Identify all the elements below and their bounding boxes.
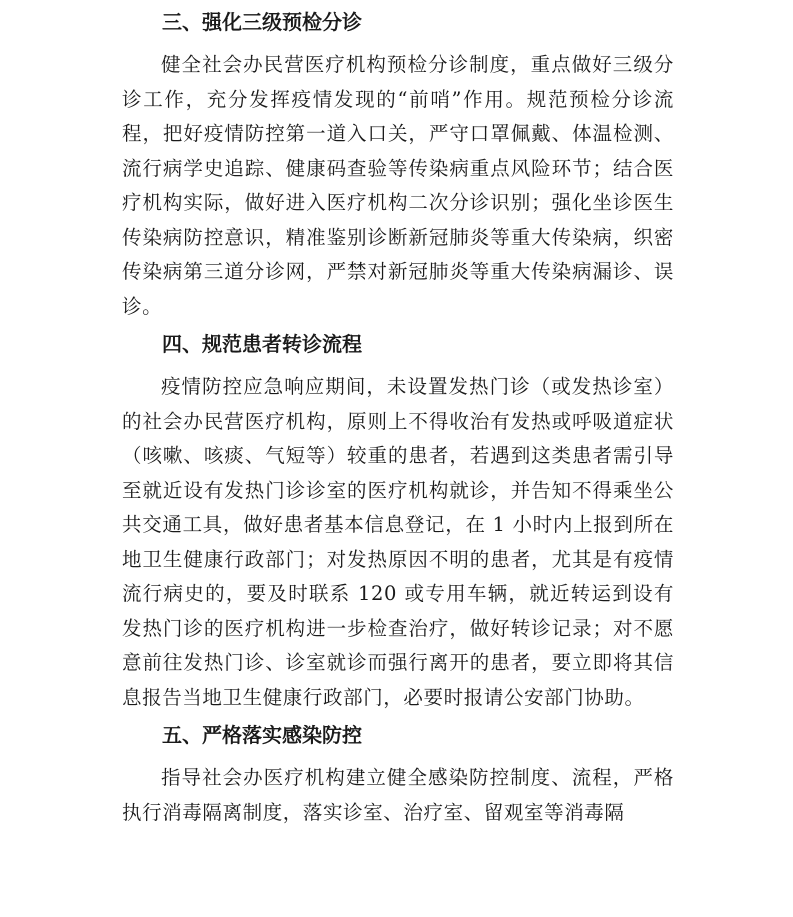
section-heading-5: 五、严格落实感染防控 [162,723,362,747]
document-page [122,0,674,838]
section-body-3: 健全社会办民营医疗机构预检分诊制度，重点做好三级分诊工作，充分发挥疫情发现的“前哨”作用。规范预检分诊流程，把好疫情防控第一道入口关，严守口罩佩戴、体温检测、流行病学史追踪、健康码查验等传染病重点风险环节；结合医疗机构实际，做好进入医疗机构二次分诊识别；强化坐诊医生传染病防控意识，精准鉴别诊断新冠肺炎等重大传染病，织密传染病第三道分诊网，严禁对新冠肺炎等重大传染病漏诊、误诊。 [122,53,674,318]
section-heading-3: 三、强化三级预检分诊 [162,10,362,34]
section-heading-4: 四、规范患者转诊流程 [162,332,362,356]
section-body-4: 疫情防控应急响应期间，未设置发热门诊（或发热诊室）的社会办民营医疗机构，原则上不得收治有发热或呼吸道症状（咳嗽、咳痰、气短等）较重的患者，若遇到这类患者需引导至就近设有发热门诊诊室的医疗机构就诊，并告知不得乘坐公共交通工具，做好患者基本信息登记，在 1 小时内上报到所在地卫生健康行政部门；对发热原因不明的患者，尤其是有疫情流行病史的，要及时联系 120 或专用车辆，就近转运到设有发热门诊的医疗机构进一步检查治疗，做好转诊记录；对不愿意前往发热门诊、诊室就诊而强行离开的患者，要立即将其信息报告当地卫生健康行政部门，必要时报请公安部门协助。 [122,375,674,709]
section-body-5: 指导社会办医疗机构建立健全感染防控制度、流程，严格执行消毒隔离制度，落实诊室、治疗室、留观室等消毒隔 [122,766,674,824]
